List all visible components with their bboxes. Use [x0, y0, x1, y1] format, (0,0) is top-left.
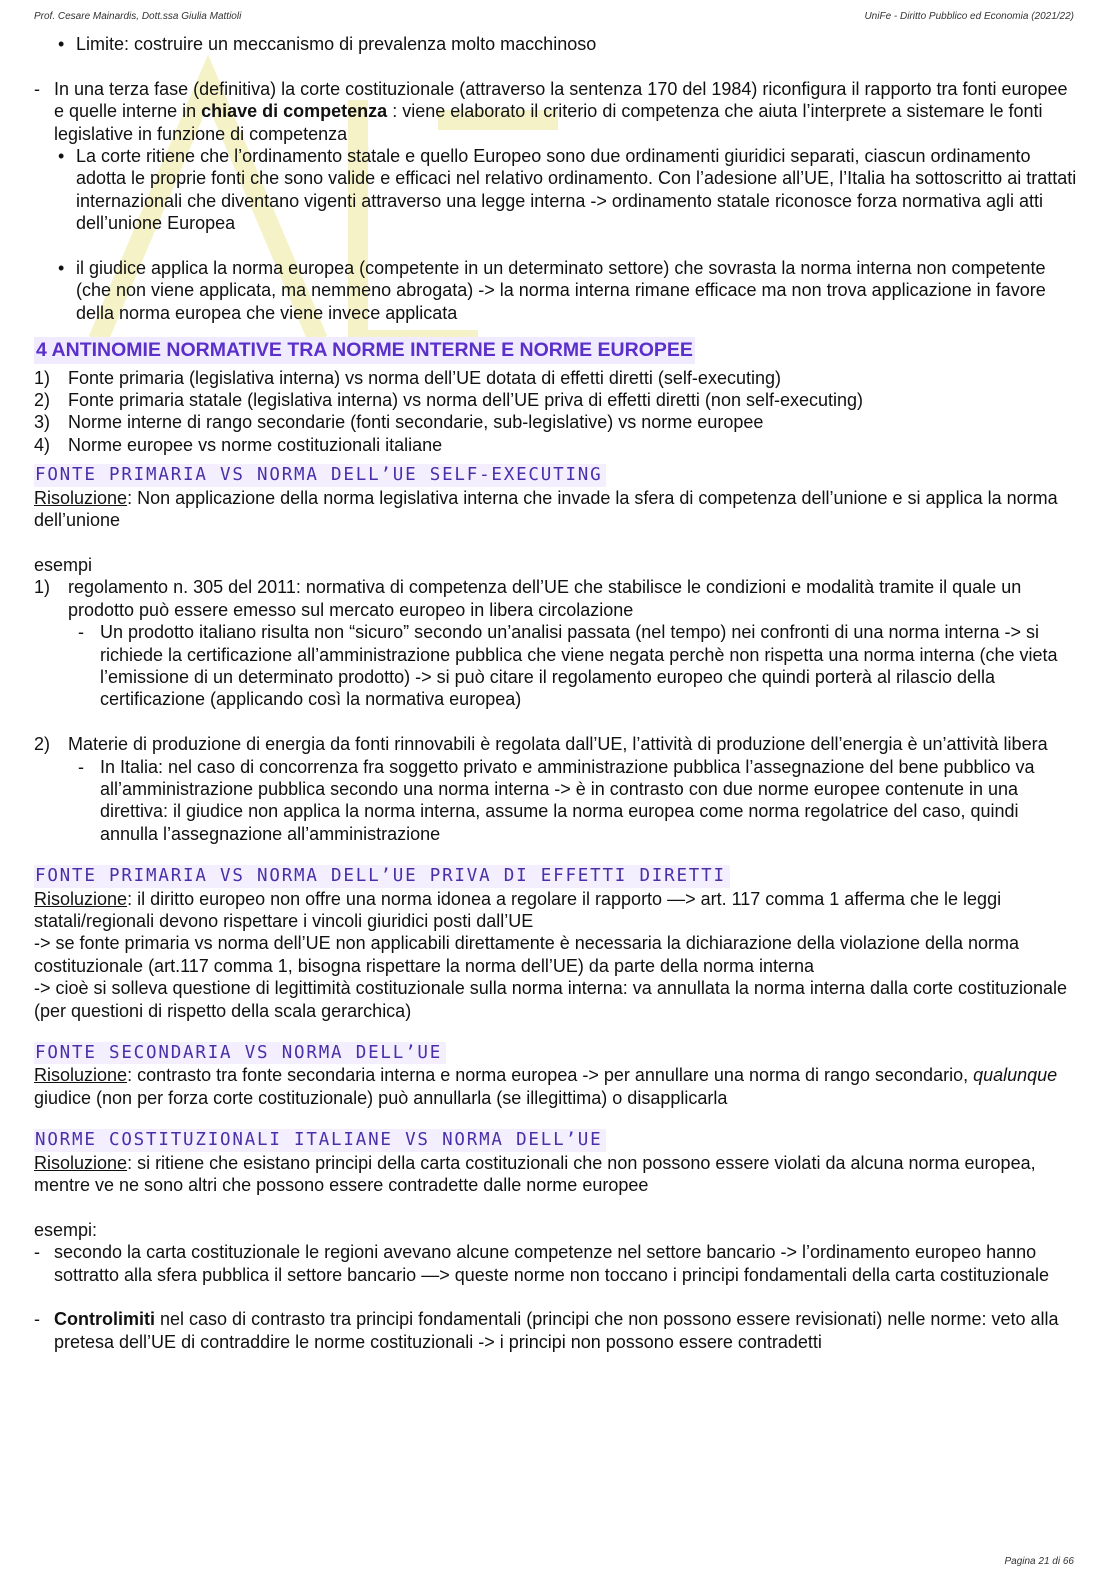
list-item: 3) Norme interne di rango secondarie (fonti secondarie, sub-legislative) vs norme europee: [34, 412, 764, 433]
bullet-giudice-applica: • il giudice applica la norma europea (competente in un determinato settore) che sovrasta la norma interna non competente (che non viene applicata, ma nemmeno abrogata) -> la norma interna rimane efficace ma non trova applicazione in favore della norma europea che viene invece applicata: [34, 257, 1080, 324]
section-heading-antinomie: 4 ANTINOMIE NORMATIVE TRA NORME INTERNE E NORME EUROPEE: [34, 337, 695, 363]
risoluzione-self-executing: Risoluzione: Non applicazione della norma legislativa interna che invade la sfera di competenza dell’unione e si applica la norma dell’unione: [34, 487, 1058, 531]
example-energia: 2) Materie di produzione di energia da fonti rinnovabili è regolata dall’UE, l’attività di produzione dell’energia è un’attività libera: [34, 734, 1048, 755]
risoluzione-norme-costituzionali: Risoluzione: si ritiene che esistano principi della carta costituzionali che non possono essere violati da alcuna norma europea, mentre ve ne sono altri che possono essere contradette dalle norme europee: [34, 1152, 1036, 1196]
dash-terza-fase: - In una terza fase (definitiva) la corte costituzionale (attraverso la sentenza 170 del 1984) riconfigura il rapporto tra fonti europee e quelle interne in chiave di competenza : viene elaborato il criterio di competenza che aiuta l’interprete a sistemare le fonti legislative in funzione di competenza: [34, 78, 1080, 145]
subheading-fonte-secondaria: FONTE SECONDARIA VS NORMA DELL’UE: [34, 1042, 446, 1064]
bold-chiave-competenza: chiave di competenza: [201, 101, 388, 122]
bullet-ordinamenti-separati: • La corte ritiene che l’ordinamento statale e quello Europeo sono due ordinamenti giuridici separati, ciascun ordinamento adotta le proprie fonti che sono valide e efficaci nel relativo ordinamento. Con l’adesione all’UE, l’Italia ha sottoscritto ai trattati internazionali che diventano vigenti attraverso una legge interna -> ordinamento statale riconosce forza normativa agli atti dell’unione Europea: [34, 145, 1080, 235]
example-regolamento-detail: - Un prodotto italiano risulta non “sicuro” secondo un’analisi passata (nel tempo) nei confronti di una norma interna -> si richiede la certificazione all’amministrazione pubblica che viene negata perchè non rispetta una norma interna (che vieta l’emissione di un determinato prodotto) -> si può citare il regolamento europeo che quindi porterà al rilascio della certificazione (applicando così la normativa europea): [34, 621, 1080, 711]
subheading-norme-costituzionali: NORME COSTITUZIONALI ITALIANE VS NORMA DELL’UE: [34, 1129, 606, 1151]
list-item: 2) Fonte primaria statale (legislativa interna) vs norma dell’UE priva di effetti diretti (non self-executing): [34, 390, 864, 411]
paragraph-dichiarazione: -> se fonte primaria vs norma dell’UE non applicabili direttamente è necessaria la dichiarazione della violazione della norma costituzionale (art.117 comma 1, bisogna rispettare la norma dell’UE) da parte della norma interna: [34, 933, 1020, 976]
list-item: 4) Norme europee vs norme costituzionali italiane: [34, 434, 443, 455]
example-regolamento: 1) regolamento n. 305 del 2011: normativa di competenza dell’UE che stabilisce le condizioni e modalità tramite il quale un prodotto può essere emesso sul mercato europeo in libera circolazione: [34, 577, 1022, 620]
esempi-label: esempi: [34, 554, 93, 575]
page-content: [34, 33, 1080, 1353]
risoluzione-priva-effetti: Risoluzione: il diritto europeo non offre una norma idonea a regolare il rapporto —> art. 117 comma 1 afferma che le leggi statali/regionali devono rispettare i vincoli giuridici posti dall’UE: [34, 888, 1002, 931]
example-controlimiti: - Controlimiti nel caso di contrasto tra principi fondamentali (principi che non possono essere revisionati) nelle norme: veto alla pretesa dell’UE di contraddire le norme costituzionali -> i principi non possono essere contradetti: [34, 1308, 1080, 1353]
risoluzione-fonte-secondaria: Risoluzione: contrasto tra fonte secondaria interna e norma europea -> per annullare una norma di rango secondario, qualunque giudice (non per forza corte costituzionale) può annullarla (se illegittima) o disapplicarla: [34, 1065, 1058, 1108]
bullet-limite: • Limite: costruire un meccanismo di prevalenza molto macchinoso: [34, 33, 1080, 55]
subheading-self-executing: FONTE PRIMARIA VS NORMA DELL’UE SELF-EXECUTING: [34, 464, 606, 486]
example-energia-detail: - In Italia: nel caso di concorrenza fra soggetto privato e amministrazione pubblica l’assegnazione del bene pubblico va all’amministrazione pubblica secondo una norma interna -> è in contrasto con due norme europee contenute in una direttiva: il giudice non applica la norma interna, assume la norma europea come norma regolatrice del caso, quindi annulla l’assegnazione all’amministrazione: [34, 756, 1080, 846]
header-course: UniFe - Diritto Pubblico ed Economia (2021/22): [864, 11, 1074, 22]
list-item: 1) Fonte primaria (legislativa interna) vs norma dell’UE dotata di effetti diretti (self-executing): [34, 367, 781, 388]
paragraph-legittimita: -> cioè si solleva questione di legittimità costituzionale sulla norma interna: va annullata la norma interna dalla corte costituzionale (per questioni di rispetto della scala gerarchica): [34, 978, 1068, 1021]
page-number: Pagina 21 di 66: [1004, 1556, 1074, 1567]
header-authors: Prof. Cesare Mainardis, Dott.ssa Giulia Mattioli: [34, 11, 242, 22]
subheading-priva-effetti: FONTE PRIMARIA VS NORMA DELL’UE PRIVA DI EFFETTI DIRETTI: [34, 865, 730, 887]
example-settore-bancario: - secondo la carta costituzionale le regioni avevano alcune competenze nel settore bancario -> l’ordinamento europeo hanno sottratto alla sfera pubblica il settore bancario —> queste norme non toccano i principi fondamentali della carta costituzionale: [34, 1241, 1080, 1286]
antinomie-list: [34, 367, 1080, 457]
esempi-label: esempi:: [34, 1219, 98, 1240]
